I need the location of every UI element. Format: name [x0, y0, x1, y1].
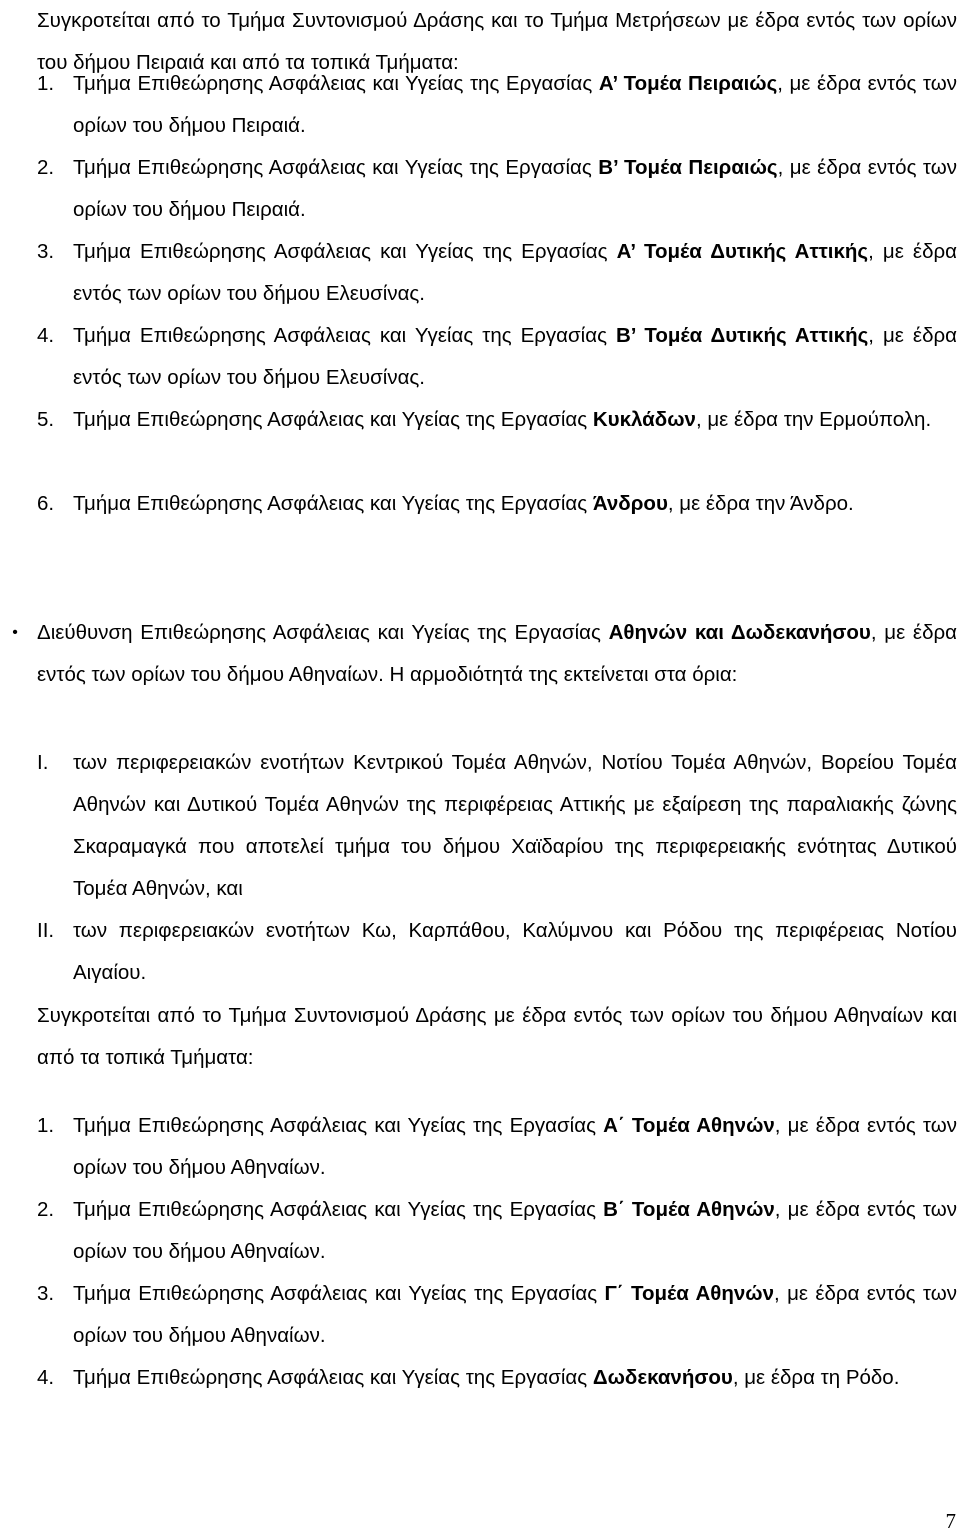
piraeus-item-2: 2. Τμήμα Επιθεώρησης Ασφάλειας και Υγείας της Εργασίας Β’ Τομέα Πειραιώς, με έδρα εντός των ορίων του δήμου Πειραιά.	[37, 147, 957, 231]
bullet-icon: •	[12, 624, 18, 641]
item-number: 4.	[37, 1366, 55, 1389]
item-number: 3.	[37, 240, 55, 263]
roman-item-2: II. των περιφερειακών ενοτήτων Κω, Καρπάθου, Καλύμνου και Ρόδου της περιφέρειας Νοτίου Αιγαίου.	[37, 910, 957, 994]
intro-athens: Συγκροτείται από το Τμήμα Συντονισμού Δράσης με έδρα εντός των ορίων του δήμου Αθηναίων και από τα τοπικά Τμήματα:	[37, 1004, 957, 1069]
intro-piraeus: Συγκροτείται από το Τμήμα Συντονισμού Δράσης και το Τμήμα Μετρήσεων με έδρα εντός των ορίων του δήμου Πειραιά και από τα τοπικά Τμήματα:	[37, 9, 957, 74]
item-number: 4.	[37, 324, 55, 347]
athens-item-2: 2. Τμήμα Επιθεώρησης Ασφάλειας και Υγείας της Εργασίας Β΄ Τομέα Αθηνών, με έδρα εντός των ορίων του δήμου Αθηναίων.	[37, 1189, 957, 1273]
athens-item-3: 3. Τμήμα Επιθεώρησης Ασφάλειας και Υγείας της Εργασίας Γ΄ Τομέα Αθηνών, με έδρα εντός των ορίων του δήμου Αθηναίων.	[37, 1273, 957, 1357]
item-number: I.	[37, 751, 49, 774]
item-number: 1.	[37, 72, 55, 95]
item-number: 2.	[37, 1198, 55, 1221]
item-number: 1.	[37, 1114, 55, 1137]
page-number: 7	[945, 1509, 956, 1533]
directorate-paragraph: • Διεύθυνση Επιθεώρησης Ασφάλειας και Υγείας της Εργασίας Αθηνών και Δωδεκανήσου, με έδρα εντός των ορίων του δήμου Αθηναίων. Η αρμοδιότητά της εκτείνεται στα όρια:	[0, 612, 957, 696]
athens-item-4: 4. Τμήμα Επιθεώρησης Ασφάλειας και Υγείας της Εργασίας Δωδεκανήσου, με έδρα τη Ρόδο.	[37, 1357, 957, 1399]
piraeus-item-3: 3. Τμήμα Επιθεώρησης Ασφάλειας και Υγείας της Εργασίας Α’ Τομέα Δυτικής Αττικής, με έδρα εντός των ορίων του δήμου Ελευσίνας.	[37, 231, 957, 315]
item-number: 5.	[37, 408, 55, 431]
roman-item-1: I. των περιφερειακών ενοτήτων Κεντρικού Τομέα Αθηνών, Νοτίου Τομέα Αθηνών, Βορείου Τομέα Αθηνών και Δυτικού Τομέα Αθηνών της περιφέρειας Αττικής με εξαίρεση της παραλιακής ζώνης Σκαραμαγκά που αποτελεί τμήμα του δήμου Χαϊδαρίου της περιφερειακής ενότητας Δυτικού Τομέα Αθηνών, και	[37, 742, 957, 910]
athens-item-1: 1. Τμήμα Επιθεώρησης Ασφάλειας και Υγείας της Εργασίας Α΄ Τομέα Αθηνών, με έδρα εντός των ορίων του δήμου Αθηναίων.	[37, 1105, 957, 1189]
item-number: 6.	[37, 492, 55, 515]
piraeus-item-5: 5. Τμήμα Επιθεώρησης Ασφάλειας και Υγείας της Εργασίας Κυκλάδων, με έδρα την Ερμούπολη.	[37, 399, 957, 441]
item-number: 3.	[37, 1282, 55, 1305]
piraeus-item-1: 1. Τμήμα Επιθεώρησης Ασφάλειας και Υγείας της Εργασίας Α’ Τομέα Πειραιώς, με έδρα εντός των ορίων του δήμου Πειραιά.	[37, 63, 957, 147]
item-number: II.	[37, 919, 55, 942]
piraeus-item-4: 4. Τμήμα Επιθεώρησης Ασφάλειας και Υγείας της Εργασίας Β’ Τομέα Δυτικής Αττικής, με έδρα εντός των ορίων του δήμου Ελευσίνας.	[37, 315, 957, 399]
item-number: 2.	[37, 156, 55, 179]
piraeus-item-6: 6. Τμήμα Επιθεώρησης Ασφάλειας και Υγείας της Εργασίας Άνδρου, με έδρα την Άνδρο.	[37, 483, 957, 525]
